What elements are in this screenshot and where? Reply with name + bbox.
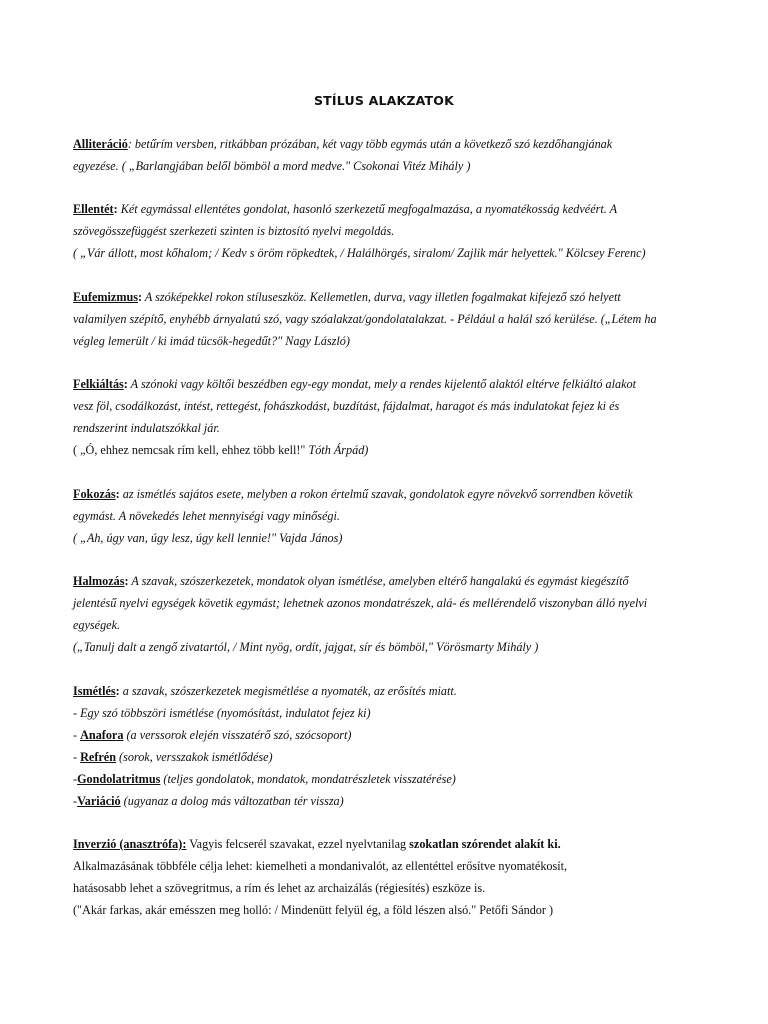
fokozas-line-3: ( „Ah, úgy van, úgy lesz, úgy kell lennie!" Vajda János) (73, 531, 343, 545)
refren-text: (sorok, versszakok ismétlődése) (115, 750, 273, 764)
section-felkialtas (73, 373, 713, 461)
felkialtas-line-3: rendszerint indulatszókkal jár. (73, 421, 220, 435)
ismetles-dash-6: - (73, 794, 78, 808)
eufemizmus-text-1: A szóképekkel rokon stíluseszköz. Kellemetlen, durva, vagy illetlen fogalmakat kifejező szó helyett (142, 290, 621, 304)
eufemizmus-line-3: végleg lemerült / ki imád tücsök-hegedűt?" Nagy László) (73, 334, 350, 348)
term-anafora: Anafora (80, 728, 124, 742)
felkialtas-line-1 (73, 373, 713, 395)
ellentet-line-3: ( „Vár állott, most kőhalom; / Kedv s öröm röpkedtek, / Halálhörgés, siralom/ Zajlik már helyettek." Kölcsey Ferenc) (73, 246, 646, 260)
ismetles-line-1 (73, 680, 713, 702)
halmozas-line-3: egységek. (73, 618, 121, 632)
halmozas-colon: : (124, 574, 129, 588)
inverzio-line-3: hatásosabb lehet a szövegritmus, a rím és lehet az archaizálás (régiesítés) eszköze is. (73, 881, 486, 895)
inverzio-text-1a: Vagyis felcserél szavakat, ezzel nyelvtanilag (186, 837, 410, 851)
ellentet-colon: : (113, 202, 118, 216)
halmozas-text-1: A szavak, szószerkezetek, mondatok olyan ismétlése, amelyben eltérő hangalakú és egymást kiegészítő (128, 574, 629, 588)
term-eufemizmus: Eufemizmus (73, 290, 138, 304)
halmozas-line-1 (73, 570, 713, 592)
ismetles-dash-3: - (73, 728, 81, 742)
felkialtas-colon: : (123, 377, 128, 391)
inverzio-line-1 (73, 833, 713, 855)
anafora-text: (a verssorok elején visszatérő szó, szócsoport) (123, 728, 352, 742)
ismetles-line-4 (73, 746, 713, 768)
felkialtas-text-1: A szónoki vagy költői beszédben egy-egy mondat, mely a rendes kijelentő alaktól eltérve felkiáltó alakot (127, 377, 636, 391)
alliteracio-line-2: egyezése. ( „Barlangjában belől bömböl a mord medve." Csokonai Vitéz Mihály ) (73, 159, 471, 173)
inverzio-text-1b: szokatlan szórendet alakít ki (409, 837, 558, 851)
fokozas-colon: : (115, 487, 120, 501)
section-inverzio (73, 833, 713, 921)
eufemizmus-line-1 (73, 286, 713, 308)
halmozas-line-2: jelentésű nyelvi egységek követik egymást; lehetnek azonos mondatrészek, alá- és mellérendelő viszonyban álló nyelvi (73, 596, 648, 610)
fokozas-text-1: az ismétlés sajátos esete, melyben a rokon értelmű szavak, gondolatok egyre növekvő sorrendben követik (119, 487, 633, 501)
ellentet-line-1 (73, 198, 713, 220)
section-fokozas (73, 483, 713, 549)
inverzio-line-2: Alkalmazásának többféle célja lehet: kiemelheti a mondanivalót, az ellentéttel erősítve nyomatékosít, (73, 859, 568, 873)
alliteracio-line-1 (73, 133, 713, 155)
section-alliteracio (73, 133, 713, 177)
ismetles-text-1: a szavak, szószerkezetek megismétlése a nyomaték, az erősítés miatt. (119, 684, 457, 698)
eufemizmus-colon: : (138, 290, 143, 304)
ismetles-colon: : (115, 684, 120, 698)
felkialtas-line-2: vesz föl, csodálkozást, intést, rettegést, fohászkodást, buzdítást, fájdalmat, haragot és más indulatokat fejez ki és (73, 399, 620, 413)
ismetles-dash-5: - (73, 772, 78, 786)
section-halmozas (73, 570, 713, 658)
inverzio-text-1c: . (557, 837, 561, 851)
term-variacio: Variáció (77, 794, 121, 808)
term-halmozas: Halmozás (73, 574, 125, 588)
section-ismetles (73, 680, 713, 812)
inverzio-line-4: ("Akár farkas, akár emésszen meg holló: / Mindenütt felyül ég, a föld lészen alsó." Petőfi Sándor ) (73, 903, 554, 917)
halmozas-line-4: („Tanulj dalt a zengő zivatartól, / Mint nyög, ordít, jajgat, sír és bömböl," Vörösmarty Mihály ) (73, 640, 539, 654)
ismetles-line-3 (73, 724, 713, 746)
felkialtas-author: Tóth Árpád) (305, 443, 369, 457)
page-title: STÍLUS ALAKZATOK (313, 93, 454, 108)
fokozas-line-2: egymást. A növekedés lehet mennyiségi vagy minőségi. (73, 509, 340, 523)
term-inverzio: Inverzió (anasztrófa): (73, 837, 187, 851)
eufemizmus-line-2: valamilyen szépítő, enyhébb árnyalatú szó, vagy szóalakzat/gondolatalakzat. - Például a halál szó kerülése. („Létem ha (73, 312, 657, 326)
term-fokozas: Fokozás (73, 487, 116, 501)
ismetles-line-5 (73, 768, 713, 790)
term-ellentet: Ellentét (73, 202, 114, 216)
term-felkialtas: Felkiáltás (73, 377, 124, 391)
felkialtas-quote: ( „Ó, ehhez nemcsak rím kell, ehhez több kell!" (73, 443, 306, 457)
ellentet-text-1: Két egymással ellentétes gondolat, hasonló szerkezetű megfogalmazása, a nyomatékosság kedvéért. A (117, 202, 618, 216)
ismetles-dash-4: - (73, 750, 81, 764)
term-ismetles: Ismétlés (73, 684, 116, 698)
term-alliteracio: Alliteráció (73, 137, 128, 151)
felkialtas-line-4 (73, 439, 713, 461)
gondolatritmus-text: (teljes gondolatok, mondatok, mondatrészletek visszatérése) (160, 772, 456, 786)
fokozas-line-1 (73, 483, 713, 505)
variacio-text: (ugyanaz a dolog más változatban tér vissza) (120, 794, 344, 808)
term-gondolatritmus: Gondolatritmus (77, 772, 161, 786)
ismetles-line-2: - Egy szó többszöri ismétlése (nyomósítást, indulatot fejez ki) (73, 706, 371, 720)
ellentet-line-2: szövegösszefüggést szerkezeti szinten is biztosító nyelvi megoldás. (73, 224, 395, 238)
alliteracio-text-1: : betűrím versben, ritkábban prózában, két vagy több egymás után a következő szó kezdőhangjának (127, 137, 613, 151)
term-refren: Refrén (80, 750, 116, 764)
section-ellentet (73, 198, 713, 264)
section-eufemizmus (73, 286, 713, 352)
ismetles-line-6 (73, 790, 713, 812)
